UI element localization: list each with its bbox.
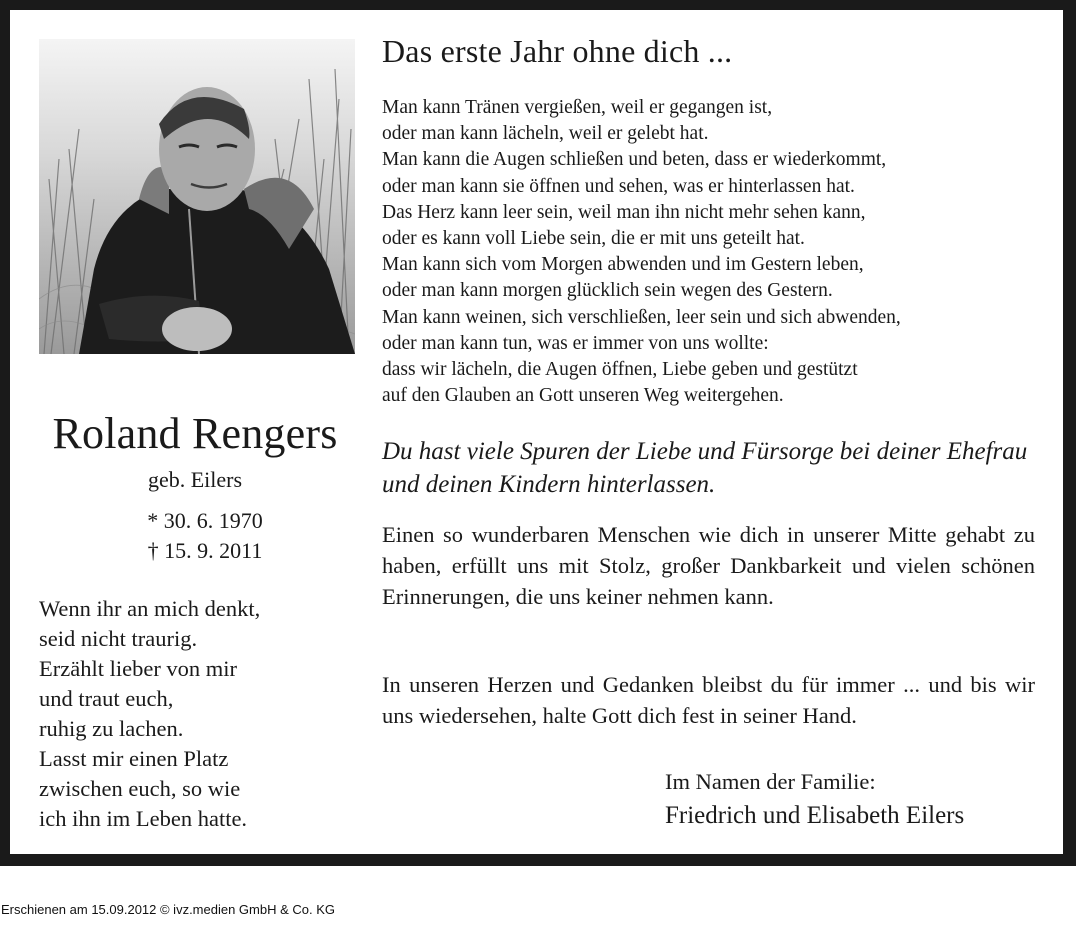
poem-line: oder man kann tun, was er immer von uns wollte: — [382, 332, 769, 354]
left-verse-line: Erzählt lieber von mir — [39, 656, 238, 681]
left-verse-line: Lasst mir einen Platz — [39, 746, 229, 771]
left-verse-line: und traut euch, — [39, 686, 174, 711]
left-verse-line: Wenn ihr an mich denkt, — [39, 596, 261, 621]
memorial-paragraph-2: In unseren Herzen und Gedanken bleibst du für immer ... und bis wir uns wiedersehen, halte Gott dich fest in seiner Hand. — [382, 672, 1035, 728]
heading: Das erste Jahr ohne dich ... — [382, 33, 733, 69]
poem-line: Man kann weinen, sich verschließen, leer sein und sich abwenden, — [382, 306, 901, 328]
poem-line: Man kann sich vom Morgen abwenden und im Gestern leben, — [382, 254, 864, 276]
life-dates — [20, 506, 390, 566]
portrait-photo-image — [39, 39, 355, 354]
portrait-photo — [39, 39, 355, 354]
death-date: † 15. 9. 2011 — [147, 538, 263, 563]
left-verse-line: seid nicht traurig. — [39, 626, 198, 651]
poem-line: oder man kann lächeln, weil er gelebt hat. — [382, 123, 709, 145]
publication-credit: Erschienen am 15.09.2012 © ivz.medien GmbH & Co. KG — [1, 902, 336, 917]
poem-line: oder es kann voll Liebe sein, die er mit uns geteilt hat. — [382, 228, 805, 250]
left-verse-line: ich ihn im Leben hatte. — [39, 806, 248, 831]
poem-line: auf den Glauben an Gott unseren Weg weitergehen. — [382, 385, 784, 407]
poem-line: Man kann die Augen schließen und beten, dass er wiederkommt, — [382, 149, 887, 171]
poem-line: Man kann Tränen vergießen, weil er gegangen ist, — [382, 97, 773, 118]
left-verse-line: ruhig zu lachen. — [39, 716, 184, 741]
deceased-name: Roland Rengers — [52, 409, 338, 458]
birth-date: * 30. 6. 1970 — [147, 508, 263, 533]
poem-line: Das Herz kann leer sein, weil man ihn nicht mehr sehen kann, — [382, 201, 866, 223]
obituary-sheet — [10, 10, 1063, 854]
poem-line: dass wir lächeln, die Augen öffnen, Liebe geben und gestützt — [382, 359, 858, 381]
signature-intro: Im Namen der Familie: — [665, 769, 876, 794]
poem-line: oder man kann sie öffnen und sehen, was er hinterlassen hat. — [382, 175, 855, 197]
signature-names: Friedrich und Elisabeth Eilers — [665, 802, 965, 829]
poem-line: oder man kann morgen glücklich sein wegen des Gestern. — [382, 280, 833, 302]
birth-name: geb. Eilers — [147, 467, 243, 492]
left-verse — [39, 594, 369, 834]
left-verse-line: zwischen euch, so wie — [39, 776, 241, 801]
memorial-paragraph-1: Einen so wunderbaren Menschen wie dich in unserer Mitte gehabt zu haben, erfüllt uns mit Stolz, großer Dankbarkeit und vielen schönen Erinnerungen, die uns keiner nehmen kann. — [382, 522, 1035, 609]
poem — [382, 95, 1052, 409]
tribute-text: Du hast viele Spuren der Liebe und Fürsorge bei deiner Ehefrau und deinen Kindern hinterlassen. — [382, 438, 1028, 498]
